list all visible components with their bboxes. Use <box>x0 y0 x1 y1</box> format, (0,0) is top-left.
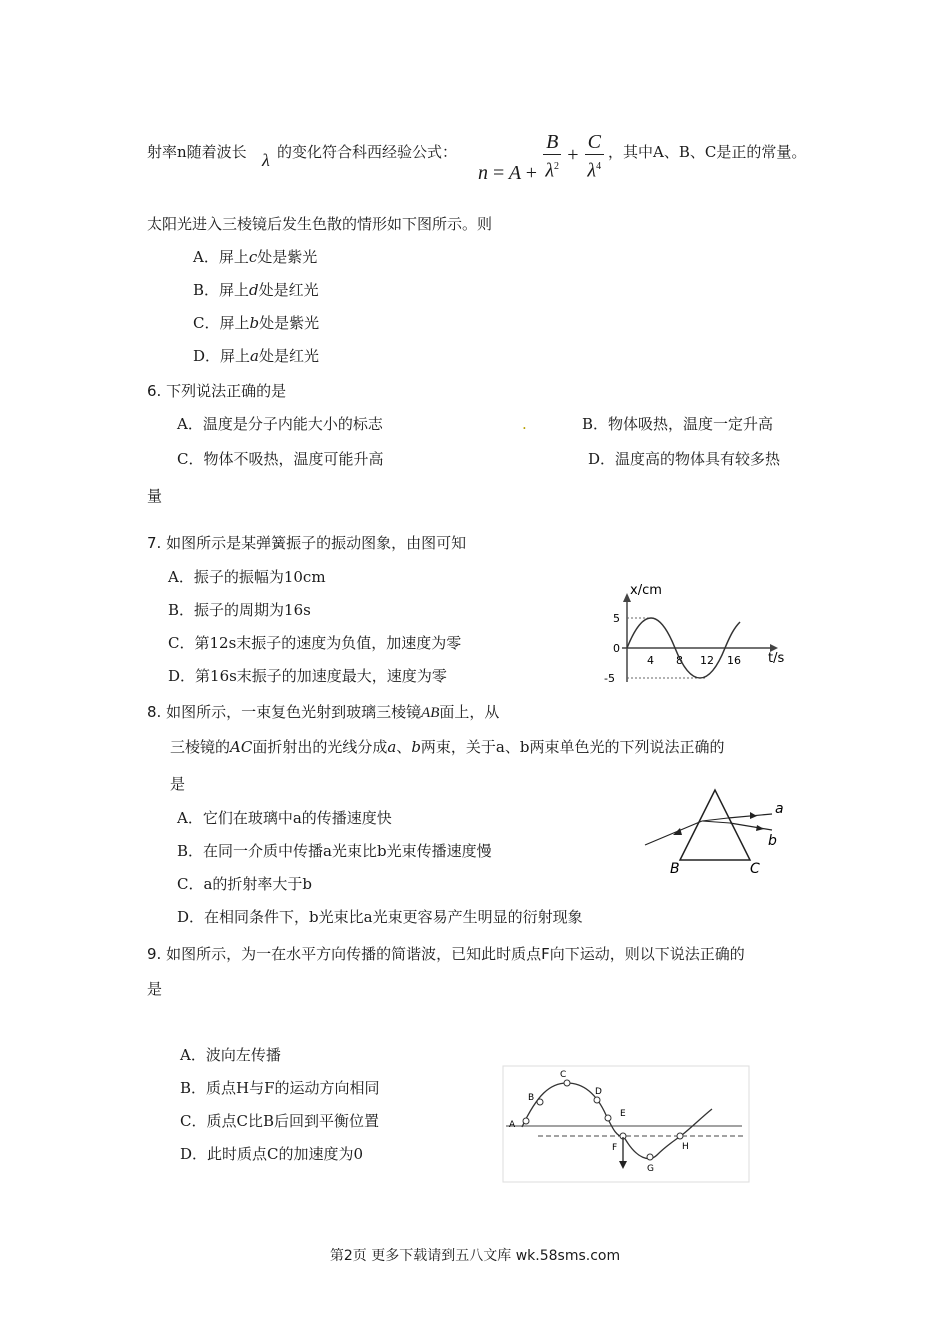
q8-option-d: D．在相同条件下，b光束比a光束更容易产生明显的衍射现象 <box>177 908 583 926</box>
graph-y-label: x/cm <box>630 583 662 598</box>
wave-point-c <box>564 1080 570 1086</box>
internal-ray-b <box>702 821 730 823</box>
intro-line2: 太阳光进入三棱镜后发生色散的情形如下图所示。则 <box>147 215 493 233</box>
q6-stem: 6. 下列说法正确的是 <box>147 382 287 400</box>
wave-point-h <box>677 1133 683 1139</box>
ray-b-out <box>730 823 772 830</box>
formula-n: n <box>478 161 488 184</box>
q8-stem-line2: 三棱镜的AC面折射出的光线分成a、b两束，关于a、b两束单色光的下列说法正确的 <box>170 738 725 756</box>
intro-line1-prefix: 射率n随着波长 <box>147 143 247 161</box>
graph-tick-y-neg5: -5 <box>604 672 615 685</box>
graph-tick-x-16: 16 <box>727 654 741 667</box>
q9-option-c: C．质点C比B后回到平衡位置 <box>180 1112 379 1130</box>
q6-option-d-cont: 量 <box>147 487 163 505</box>
incident-arrow <box>673 828 682 835</box>
wave-label-d: D <box>595 1087 602 1097</box>
prism-label-b: b <box>768 833 777 849</box>
intro-line1-mid: 的变化符合科西经验公式： <box>277 143 458 161</box>
wave-label-g: G <box>647 1164 654 1174</box>
wave-label-f: F <box>612 1143 618 1153</box>
lambda-symbol: λ <box>262 150 270 170</box>
cauchy-formula <box>478 130 605 190</box>
formula-eq: = <box>493 161 505 184</box>
q5-option-a: A．屏上c处是紫光 <box>193 248 318 266</box>
q7-stem: 7. 如图所示是某弹簧振子的振动图象，由图可知 <box>147 534 467 552</box>
graph-tick-y-5: 5 <box>613 612 620 625</box>
wave-diagram <box>502 1065 750 1183</box>
q8-stem: 8. 如图所示，一束复色光射到玻璃三棱镜AB面上，从 <box>147 703 500 721</box>
q7-option-c: C．第12s末振子的速度为负值，加速度为零 <box>168 634 462 652</box>
wave-label-b: B <box>528 1093 535 1103</box>
page-footer: 第2页 更多下载请到五八文库 wk.58sms.com <box>329 1248 621 1264</box>
formula-den2: $\lambda^4$ <box>587 159 602 182</box>
formula-c: C <box>585 130 604 155</box>
wave-point-b <box>537 1099 543 1105</box>
wave-point-d <box>594 1097 600 1103</box>
vibration-graph <box>600 580 800 690</box>
q5-option-b: B．屏上d处是红光 <box>193 281 319 299</box>
graph-tick-x-8: 8 <box>676 654 683 667</box>
wave-label-e: E <box>620 1109 626 1119</box>
formula-b: B <box>543 130 561 155</box>
wave-frame <box>503 1066 749 1182</box>
internal-ray-a <box>702 818 728 821</box>
q9-option-d: D．此时质点C的加速度为0 <box>180 1145 364 1163</box>
q7-option-b: B．振子的周期为16s <box>168 601 311 619</box>
wave-label-h: H <box>682 1142 689 1152</box>
q6-dot: . <box>522 415 527 433</box>
wave-point-a <box>523 1118 529 1124</box>
q6-option-d: D．温度高的物体具有较多热 <box>588 450 781 468</box>
formula-frac-c <box>585 130 604 183</box>
q5-option-d: D．屏上a处是红光 <box>193 347 319 365</box>
formula-plus1: + <box>525 161 538 184</box>
graph-x-label: t/s <box>768 651 785 666</box>
q7-option-a: A．振子的振幅为10cm <box>168 568 326 586</box>
graph-tick-x-12: 12 <box>700 654 714 667</box>
q8-option-c: C．a的折射率大于b <box>177 875 313 893</box>
prism-label-C: C <box>750 861 760 877</box>
q8-option-a: A．它们在玻璃中a的传播速度快 <box>177 809 392 827</box>
formula-plus2: + <box>567 143 579 166</box>
q8-option-b: B．在同一介质中传播a光束比b光束传播速度慢 <box>177 842 492 860</box>
q9-stem-line2: 是 <box>147 980 163 998</box>
formula-den1: $\lambda^2$ <box>545 159 559 182</box>
wave-point-g <box>647 1154 653 1160</box>
q6-option-a: A．温度是分子内能大小的标志 <box>177 415 383 433</box>
wave-point-e <box>605 1115 611 1121</box>
formula-frac-b <box>543 130 561 183</box>
graph-tick-y-0: 0 <box>613 642 620 655</box>
formula-a: A <box>508 161 521 184</box>
ray-a-arrow <box>750 812 757 819</box>
wave-label-c: C <box>560 1070 567 1080</box>
q9-option-a: A．波向左传播 <box>180 1046 281 1064</box>
q5-option-c: C．屏上b处是紫光 <box>193 314 320 332</box>
prism-label-B: B <box>670 861 680 877</box>
q6-option-c: C．物体不吸热，温度可能升高 <box>177 450 384 468</box>
q6-option-b: B．物体吸热，温度一定升高 <box>582 415 774 433</box>
intro-line1-suffix: ，其中A、B、C是正的常量。 <box>608 143 807 161</box>
q7-option-d: D．第16s末振子的加速度最大，速度为零 <box>168 667 447 685</box>
q8-stem-line3: 是 <box>170 775 186 793</box>
graph-tick-x-4: 4 <box>647 654 654 667</box>
prism-diagram <box>640 785 790 880</box>
prism-label-a: a <box>775 801 784 817</box>
q9-stem: 9. 如图所示，为一在水平方向传播的简谐波，已知此时质点F向下运动，则以下说法正确的 <box>147 945 745 963</box>
q9-option-b: B．质点H与F的运动方向相同 <box>180 1079 380 1097</box>
wave-label-a: A <box>509 1120 516 1130</box>
